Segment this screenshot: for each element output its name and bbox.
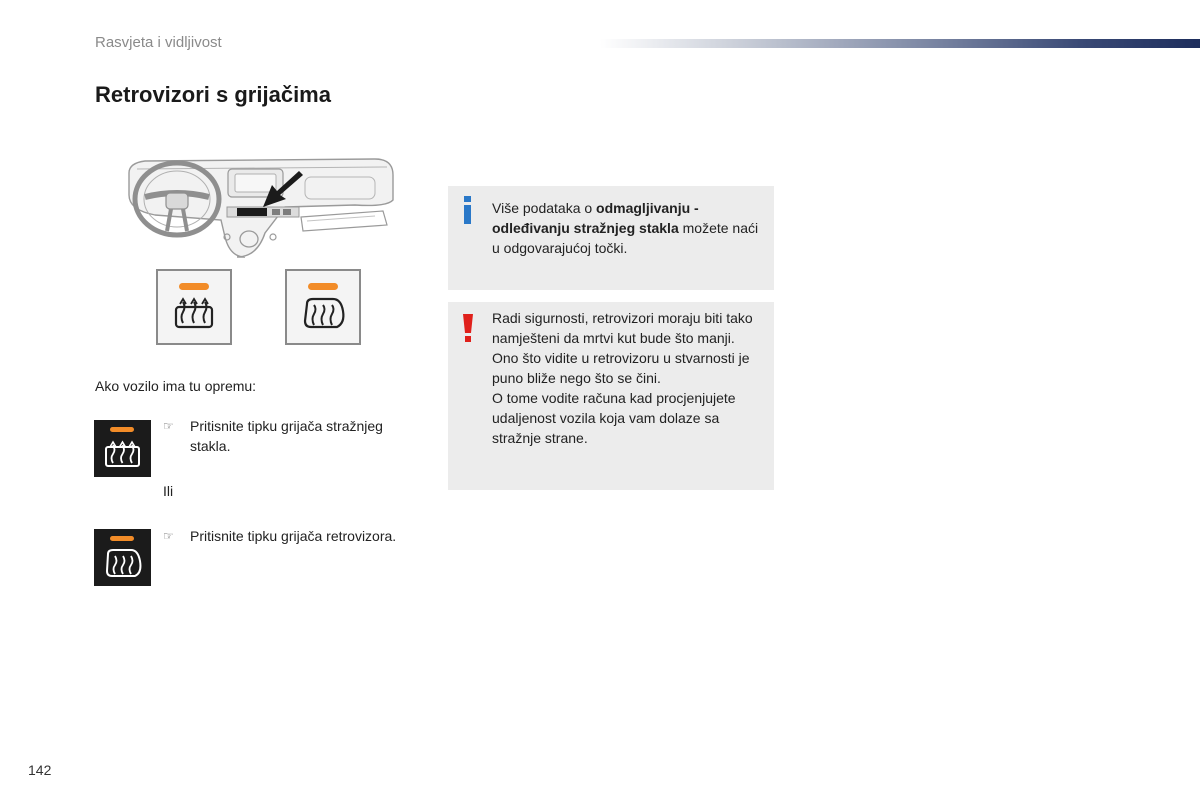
mirror-heating-button <box>94 529 151 586</box>
rear-window-defrost-icon <box>94 420 151 477</box>
mirror-button-illustration <box>285 269 361 345</box>
info-icon <box>461 194 475 226</box>
rear-window-button-illustration <box>156 269 232 345</box>
rear-window-defrost-button <box>94 420 151 477</box>
pointer-hand-icon: ☞ <box>163 419 174 433</box>
mirror-heating-icon <box>94 529 151 586</box>
warning-paragraph: Radi sigurnosti, retrovizori moraju biti tako namješteni da mrtvi kut bude što manji. <box>492 310 753 346</box>
warning-paragraph: O tome vodite računa kad procjenjujete udaljenost vozila koja vam dolaze sa stražnje strane. <box>492 390 736 446</box>
header-bar <box>600 39 1200 48</box>
or-text: Ili <box>163 483 174 499</box>
step-text: Pritisnite tipku grijača retrovizora. <box>190 528 397 544</box>
warning-box <box>448 302 774 490</box>
info-box <box>448 186 774 290</box>
info-text: Više podataka o odmagljivanju - odleđivanju stražnjeg stakla možete naći u odgovarajućoj točki. <box>492 200 759 256</box>
page-title: Retrovizori s grijačima <box>95 82 331 107</box>
dashboard-illustration <box>125 155 400 265</box>
step-text: Pritisnite tipku grijača stražnjeg stakla. <box>190 418 383 454</box>
page-number: 142 <box>28 762 52 778</box>
intro-text: Ako vozilo ima tu opremu: <box>95 378 257 394</box>
pointer-hand-icon: ☞ <box>163 529 174 543</box>
warning-icon <box>461 310 475 344</box>
warning-text <box>492 308 764 448</box>
section-label: Rasvjeta i vidljivost <box>95 34 222 51</box>
warning-paragraph: Ono što vidite u retrovizoru u stvarnosti je puno bliže nego što se čini. <box>492 350 750 386</box>
